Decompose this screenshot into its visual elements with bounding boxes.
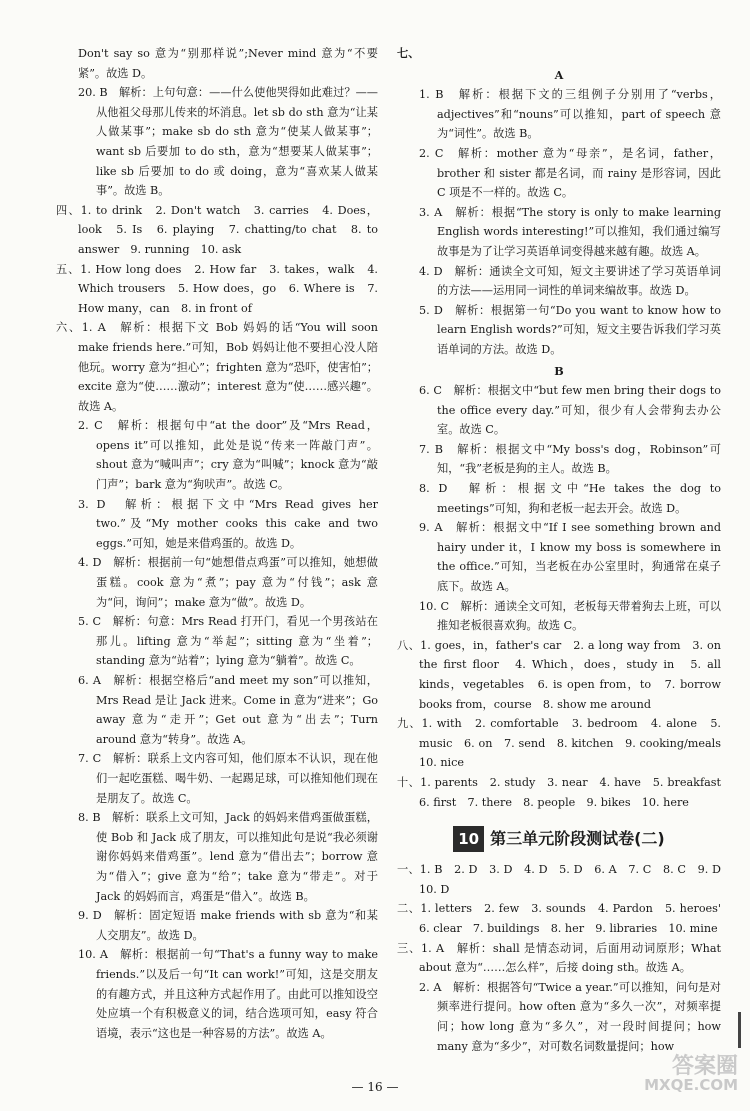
watermark-url: MXQE.COM (644, 1076, 738, 1094)
site-watermark (644, 1054, 738, 1094)
answer-paragraph: 五、1. How long does 2. How far 3. takes，walk 4. Which trousers 5. How does，go 6. Where is 7. How many，can 8. in front of (56, 262, 378, 315)
answer-paragraph: 7. B 解析：根据文中“My boss's dog，Robinson”可知，“我”老板是狗的主人。故选 B。 (419, 442, 721, 476)
answer-paragraph: 8. B 解析：联系上文可知，Jack 的妈妈来借鸡蛋做蛋糕，使 Bob 和 Jack 成了朋友，可以推知此句是说“我必须谢谢你妈妈来借鸡蛋”。lend 意为“借出去”；borrow 意为“借入”；give 意为“给”；take 意为“带走”。对于 Jack 的妈妈而言，鸡蛋是“借入”。故选 B。 (78, 811, 378, 903)
answer-paragraph: 8. D 解析：根据文中“He takes the dog to meetings”可知，狗和老板一起去开会。故选 D。 (419, 482, 721, 515)
answer-paragraph: 10. C 解析：通读全文可知，老板每天带着狗去上班，可以推知老板很喜欢狗。故选 C。 (419, 599, 721, 633)
answer-paragraph: 7. C 解析：联系上文内容可知，他们原本不认识，现在他们一起吃蛋糕、喝牛奶、一起踢足球，可以推知他们现在是朋友了。故选 C。 (78, 752, 378, 805)
answer-paragraph: 4. D 解析：通读全文可知，短文主要讲述了学习英语单词的方法——运用同一词性的单词来编故事。故选 D。 (419, 264, 721, 298)
answer-paragraph: 一、1. B 2. D 3. D 4. D 5. D 6. A 7. C 8. C 9. D 10. D (397, 863, 733, 896)
answer-paragraph: 3. A 解析：根据“The story is only to make learning English words interesting!”可以推知，我们通过编写故事是为了让学习英语单词变得越来越有趣。故选 A。 (419, 205, 721, 258)
answer-paragraph: 2. A 解析：根据答句“Twice a year.”可以推知，问句是对频率进行提问。how often 意为“多久一次”，对频率提问；how long 意为“多久”，对一段时间提问；how many 意为“多少”，对可数名词数量提问；how (419, 980, 721, 1053)
answers-unit-test (397, 860, 733, 1056)
unit-title-text: 第三单元阶段测试卷(二) (490, 829, 665, 849)
answer-paragraph: 6. A 解析：根据空格后“and meet my son”可以推知，Mrs Read 是让 Jack 进来。Come in 意为“进来”；Go away 意为“走开”；Get out 意为“出去”；Turn around 意为“转身”。故选 A。 (78, 674, 378, 746)
answer-paragraph: 9. D 解析：固定短语 make friends with sb 意为“和某人交朋友”。故选 D。 (78, 909, 378, 942)
answer-paragraph: 十、1. parents 2. study 3. near 4. have 5. breakfast 6. first 7. there 8. people 9. bikes 10. here (397, 775, 733, 809)
answers-part-seven-to-ten (397, 44, 733, 812)
answer-paragraph: 九、1. with 2. comfortable 3. bedroom 4. alone 5. music 6. on 7. send 8. kitchen 9. cooking/meals 10. nice (397, 717, 733, 770)
answer-paragraph: 4. D 解析：根据前一句“她想借点鸡蛋”可以推知，她想做蛋糕。cook 意为“煮”；pay 意为“付钱”；ask 意为“问，询问”；make 意为“做”。故选 D。 (78, 556, 378, 609)
answer-paragraph: A (554, 67, 564, 82)
right-column (397, 44, 733, 1064)
answer-paragraph: 20. B 解析：上句句意：——什么使他哭得如此难过？——从他祖父母那儿传来的坏消息。let sb do sth 意为“让某人做某事”；make sb do sth 意为“使某人做某事”；want sb 后要加 to do sth，意为“想要某人做某事”；like sb 后要加 to do 或 doing，意为“喜欢某人做某事”。故选 B。 (78, 86, 378, 198)
answer-paragraph: 二、1. letters 2. few 3. sounds 4. Pardon 5. heroes' 6. clear 7. buildings 8. her 9. libraries 10. mine (397, 902, 733, 935)
answer-paragraph: 1. B 解析：根据下文的三组例子分别用了“verbs，adjectives”和“nouns”可以推知，part of speech 意为“词性”。故选 B。 (419, 88, 721, 141)
answer-paragraph: 5. C 解析：句意：Mrs Read 打开门，看见一个男孩站在那儿。lifting 意为“举起”；sitting 意为“坐着”；standing 意为“站着”；lying 意为“躺着”。故选 C。 (78, 615, 378, 668)
answer-paragraph: Don't say so 意为“别那样说”;Never mind 意为“不要紧”。故选 D。 (78, 47, 378, 80)
answer-paragraph: 5. D 解析：根据第一句“Do you want to know how to learn English words?”可知，短文主要告诉我们学习英语单词的方法。故选 D。 (419, 303, 721, 356)
answer-paragraph: B (554, 363, 564, 378)
answer-paragraph: 3. D 解析：根据下文中“Mrs Read gives her two.”及“My mother cooks this cake and two eggs.”可知，她是来借鸡蛋的。故选 D。 (78, 497, 378, 550)
answer-paragraph: 6. C 解析：根据文中“but few men bring their dogs to the office every day.”可知，很少有人会带狗去办公室。故选 C。 (419, 384, 721, 437)
answer-paragraph: 八、1. goes，in，father's car 2. a long way from 3. on the first floor 4. Which，does，study in 5. all kinds，vegetables 6. is open from，to 7. borrow books from，course 8. show me around (397, 638, 721, 711)
answer-paragraph: 2. C 解析：根据句中“at the door”及“Mrs Read，opens it”可以推知，此处是说“传来一阵敲门声”。shout 意为“喊叫声”；cry 意为“叫喊”；knock 意为“敲门声”；bark 意为“狗吠声”。故选 C。 (78, 419, 378, 492)
unit-test-title (397, 826, 721, 852)
answer-paragraph: 三、1. A 解析：shall 是情态动词，后面用动词原形；What about 意为“……怎么样”，后接 doing sth。故选 A。 (397, 941, 721, 975)
answer-paragraph: 七、 (397, 46, 420, 60)
left-column (56, 44, 378, 1064)
watermark-logo-text: 答案圈 (671, 1054, 738, 1079)
answer-paragraph: 9. A 解析：根据文中“If I see something brown and hairy under it，I know my boss is somewhere in the office.”可知，当老板在办公室里时，狗通常在桌子底下。故选 A。 (419, 521, 721, 594)
unit-number: 10 (453, 826, 484, 852)
answer-paragraph: 四、1. to drink 2. Don't watch 3. carries 4. Does，look 5. Is 6. playing 7. chatting/to chat 8. to answer 9. running 10. ask (56, 203, 378, 256)
page-number: — 16 — (351, 1080, 399, 1094)
page-edge-mark (738, 1012, 741, 1048)
answer-paragraph: 10. A 解析：根据前一句“That's a funny way to make friends.”以及后一句“It can work!”可知，这是交朋友的有趣方式，并且这种方式起作用了。由此可以推知设空处应填一个有积极意义的词，结合选项可知，easy 符合语境，表示“这也是一种容易的方法”。故选 A。 (78, 948, 378, 1040)
answer-paragraph: 六、1. A 解析：根据下文 Bob 妈妈的话“You will soon make friends here.”可知，Bob 妈妈让他不要担心没人陪他玩。worry 意为“担心”；frighten 意为“恐吓，使害怕”；excite 意为“使……激动”；interest 意为“使……感兴趣”。故选 A。 (56, 321, 378, 413)
answer-paragraph: 2. C 解析：mother 意为“母亲”，是名词，father，brother 和 sister 都是名词，而 rainy 是形容词，因此 C 项是不一样的。故选 C。 (419, 146, 721, 200)
